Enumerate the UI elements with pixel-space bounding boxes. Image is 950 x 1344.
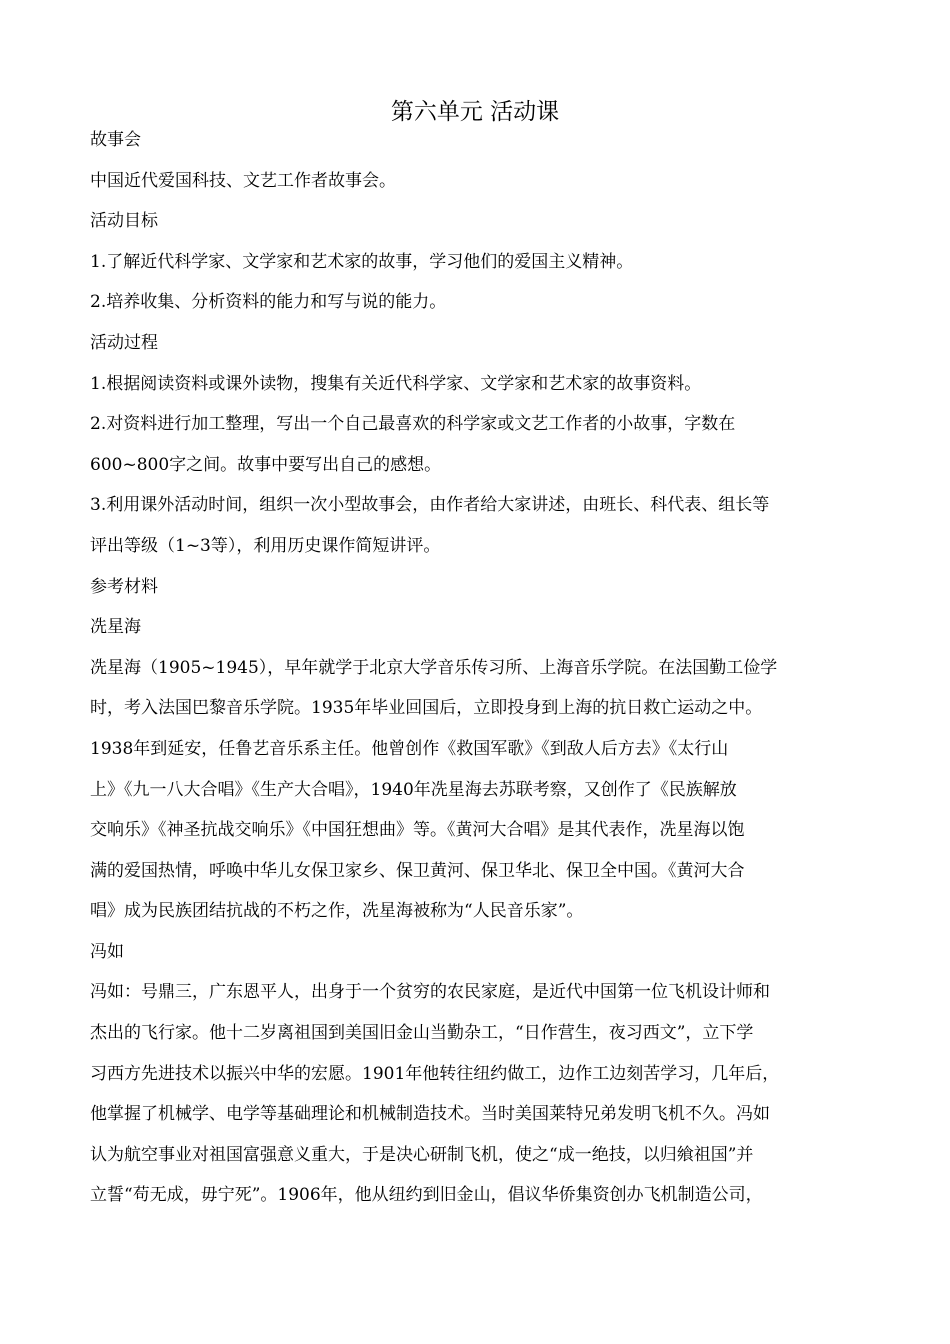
paragraph-line: 满的爱国热情，呼唤中华儿女保卫家乡、保卫黄河、保卫华北、保卫全中国。《黄河大合 — [90, 860, 745, 881]
section-heading-process: 活动过程 — [90, 332, 158, 353]
page-title: 第六单元 活动课 — [390, 99, 560, 125]
paragraph-line: 杰出的飞行家。他十二岁离祖国到美国旧金山当勤杂工，“日作营生，夜习西文”，立下学 — [90, 1023, 754, 1044]
paragraph-line: 3.利用课外活动时间，组织一次小型故事会，由作者给大家讲述，由班长、科代表、组长等 — [90, 495, 770, 516]
paragraph-line: 冼星海（1905~1945），早年就学于北京大学音乐传习所、上海音乐学院。在法国勤工俭学 — [90, 657, 778, 678]
paragraph-line: 1938年到延安，任鲁艺音乐系主任。他曾创作《救国军歌》《到敌人后方去》《太行山 — [90, 738, 729, 759]
section-heading-references: 参考材料 — [90, 576, 158, 597]
paragraph-line: 中国近代爱国科技、文艺工作者故事会。 — [90, 170, 396, 191]
paragraph-line: 2.对资料进行加工整理，写出一个自己最喜欢的科学家或文艺工作者的小故事，字数在 — [90, 414, 736, 435]
paragraph-line: 立誓“苟无成，毋宁死”。1906年，他从纽约到旧金山，倡议华侨集资创办飞机制造公司， — [90, 1185, 763, 1206]
subheading-feng-ru: 冯如 — [90, 941, 124, 962]
paragraph-line: 唱》成为民族团结抗战的不朽之作，冼星海被称为“人民音乐家”。 — [90, 901, 584, 922]
document-body — [90, 126, 865, 1222]
paragraph-line: 习西方先进技术以振兴中华的宏愿。1901年他转往纽约做工，边作工边刻苦学习，几年后， — [90, 1063, 780, 1084]
paragraph-line: 600~800字之间。故事中要写出自己的感想。 — [90, 454, 442, 475]
paragraph-line: 上》《九一八大合唱》《生产大合唱》，1940年冼星海去苏联考察，又创作了《民族解放 — [90, 779, 737, 800]
paragraph-line: 1.了解近代科学家、文学家和艺术家的故事，学习他们的爱国主义精神。 — [90, 251, 634, 272]
subheading-xian-xinghai: 冼星海 — [90, 617, 141, 638]
paragraph-line: 1.根据阅读资料或课外读物，搜集有关近代科学家、文学家和艺术家的故事资料。 — [90, 373, 702, 394]
paragraph-line: 2.培养收集、分析资料的能力和写与说的能力。 — [90, 292, 447, 313]
paragraph-line: 交响乐》《神圣抗战交响乐》《中国狂想曲》等。《黄河大合唱》是其代表作，冼星海以饱 — [90, 820, 745, 841]
section-heading-story-meeting: 故事会 — [90, 130, 141, 150]
paragraph-line: 时，考入法国巴黎音乐学院。1935年毕业回国后，立即投身到上海的抗日救亡运动之中。 — [90, 698, 763, 719]
paragraph-line: 评出等级（1~3等），利用历史课作简短讲评。 — [90, 535, 441, 556]
paragraph-line: 他掌握了机械学、电学等基础理论和机械制造技术。当时美国莱特兄弟发明飞机不久。冯如 — [90, 1104, 770, 1125]
paragraph-line: 冯如：号鼎三，广东恩平人，出身于一个贫穷的农民家庭，是近代中国第一位飞机设计师和 — [90, 982, 770, 1003]
section-heading-goals: 活动目标 — [90, 211, 158, 232]
paragraph-line: 认为航空事业对祖国富强意义重大，于是决心研制飞机，使之“成一绝技，以归飨祖国”并 — [90, 1144, 754, 1165]
